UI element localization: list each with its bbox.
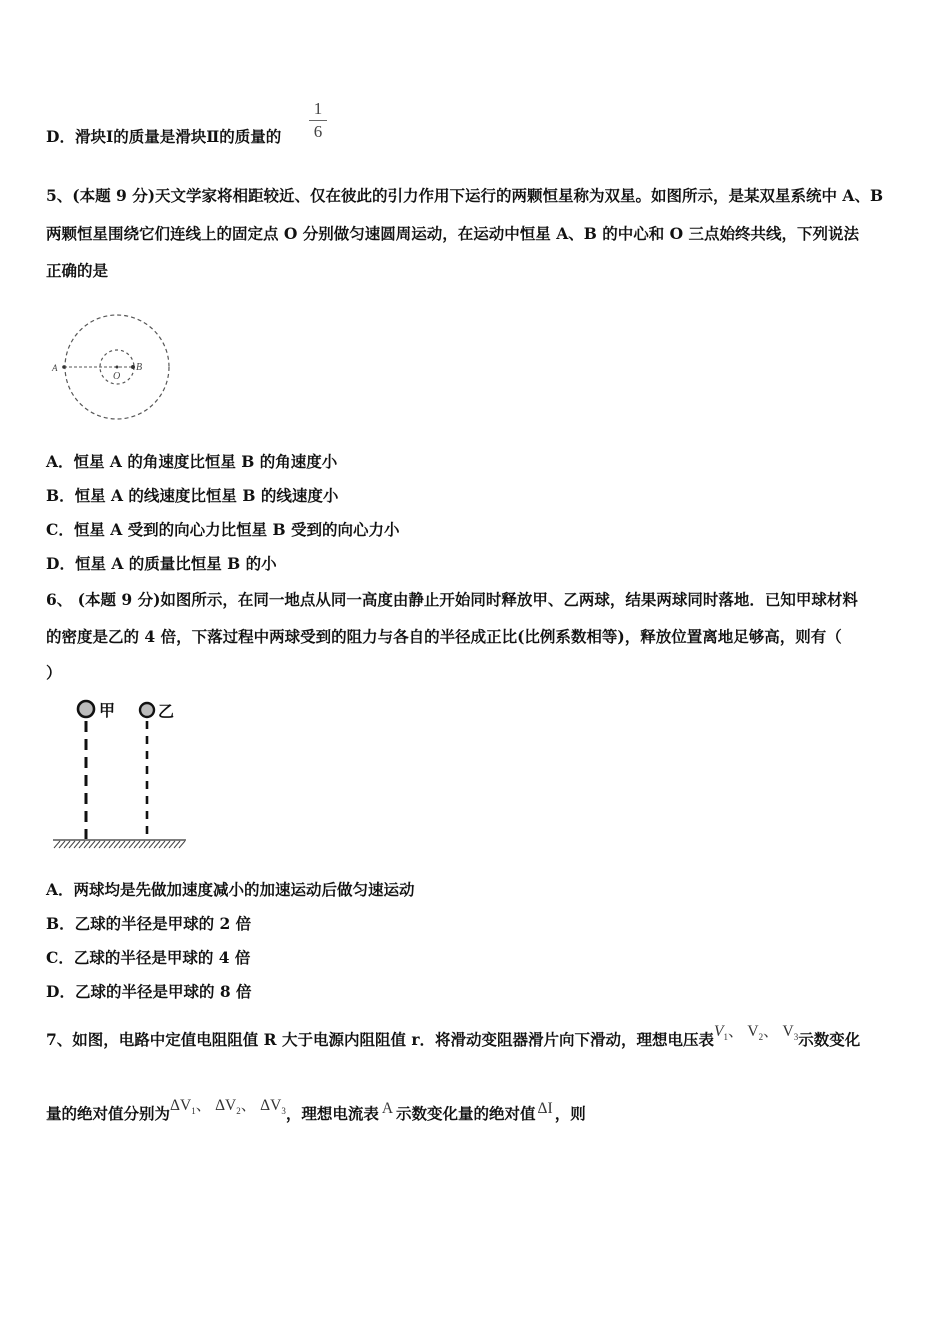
fraction-bar	[309, 120, 327, 121]
q4-option-d-text: D．滑块Ⅰ的质量是滑块Ⅱ的质量的	[46, 127, 282, 146]
sep-3: 、	[195, 1097, 212, 1114]
q5-stem-line2: 两颗恒星围绕它们连线上的固定点 O 分别做匀速圆周运动，在运动中恒星 A、B 的中心和 O 三点始终共线，下列说法	[46, 224, 860, 243]
v2-sub: 2	[758, 1032, 764, 1043]
q4-option-d	[46, 127, 281, 147]
q5-option-c: C．恒星 A 受到的向心力比恒星 B 受到的向心力小	[46, 520, 400, 539]
ground-hatch	[54, 841, 185, 848]
q7-stem-line2	[46, 1097, 586, 1130]
fraction-denominator: 6	[313, 122, 323, 141]
label-a: A	[52, 363, 58, 373]
q7-line2-tail: ，则	[554, 1104, 586, 1123]
q5-stem-line3: 正确的是	[46, 261, 109, 280]
v3-sub: 3	[793, 1032, 799, 1043]
ammeter-symbol: A	[381, 1100, 394, 1117]
sep-1: 、	[728, 1023, 744, 1040]
fraction-numerator: 1	[313, 99, 323, 118]
star-b	[131, 365, 135, 369]
v2-symbol: V	[747, 1023, 759, 1040]
sep-4: 、	[240, 1097, 257, 1114]
label-o: O	[113, 371, 121, 382]
q5-stem-line1: 5、(本题 9 分)天文学家将相距较近、仅在彼此的引力作用下运行的两颗恒星称为双星。如图所示，是某双星系统中 A、B	[46, 186, 884, 205]
q7-line1-tail: 示数变化	[798, 1030, 861, 1049]
voltmeter-list	[714, 1023, 799, 1043]
ball-jia	[78, 701, 94, 717]
q5-option-a: A．恒星 A 的角速度比恒星 B 的角速度小	[46, 452, 338, 471]
ball-yi-label: 乙	[158, 702, 175, 721]
dv1-symbol: ΔV	[170, 1097, 192, 1114]
q6-option-a: A．两球均是先做加速度减小的加速运动后做匀速运动	[46, 880, 415, 899]
delta-v-list	[170, 1097, 286, 1117]
q7-stem-line1	[46, 1023, 861, 1056]
binary-star-figure	[50, 300, 180, 430]
q6-option-d: D．乙球的半径是甲球的 8 倍	[46, 982, 252, 1001]
q7-line2-mid: ，理想电流表	[285, 1104, 379, 1123]
q6-stem-line1: 6、 (本题 9 分)如图所示，在同一地点从同一高度由静止开始同时释放甲、乙两球，结果两球同时落地．已知甲球材料	[46, 590, 858, 609]
q6-stem-line3: ）	[46, 663, 62, 682]
label-b: B	[136, 362, 143, 373]
dv3-sub: 3	[281, 1106, 286, 1117]
q6-option-b: B．乙球的半径是甲球的 2 倍	[46, 914, 252, 933]
center-o	[116, 366, 119, 369]
q7-line1-text: 7、如图，电路中定值电阻阻值 R 大于电源内阻阻值 r．将滑动变阻器滑片向下滑动，理想电压表	[46, 1030, 715, 1049]
q6-stem-line2: 的密度是乙的 4 倍，下落过程中两球受到的阻力与各自的半径成正比(比例系数相等)，释放位置离地足够高，则有（	[46, 627, 842, 646]
dv1-sub: 1	[191, 1106, 196, 1117]
q5-option-d: D．恒星 A 的质量比恒星 B 的小	[46, 554, 277, 573]
dv2-symbol: ΔV	[215, 1097, 237, 1114]
fraction-one-sixth	[308, 100, 328, 141]
ball-jia-label: 甲	[99, 701, 116, 720]
q7-line2-mid2: 示数变化量的绝对值	[396, 1104, 536, 1123]
q7-line2-text: 量的绝对值分别为	[46, 1104, 171, 1123]
v1-sub: 1	[723, 1032, 728, 1043]
q5-option-b: B．恒星 A 的线速度比恒星 B 的线速度小	[46, 486, 339, 505]
ball-yi	[140, 703, 154, 717]
dv2-sub: 2	[236, 1106, 241, 1117]
v1-symbol: V	[714, 1023, 724, 1040]
star-a	[62, 365, 66, 369]
falling-balls-figure	[44, 693, 194, 858]
q6-option-c: C．乙球的半径是甲球的 4 倍	[46, 948, 251, 967]
sep-2: 、	[763, 1023, 779, 1040]
v3-symbol: V	[782, 1023, 794, 1040]
delta-i-symbol: ΔI	[537, 1100, 553, 1117]
dv3-symbol: ΔV	[260, 1097, 282, 1114]
